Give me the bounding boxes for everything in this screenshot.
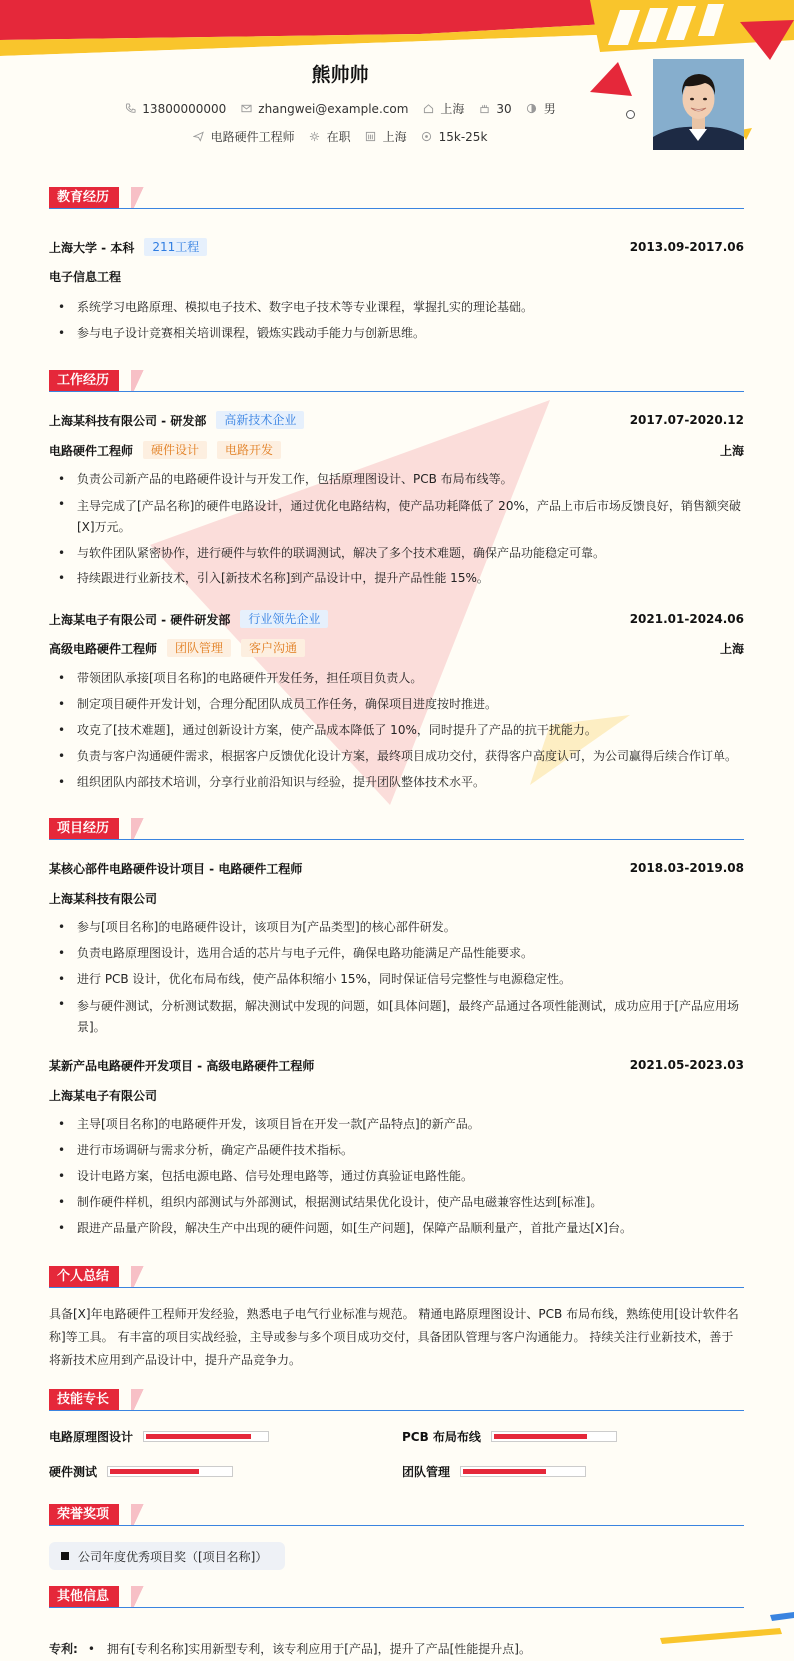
phone-text: 13800000000 [142, 101, 227, 116]
job-info-row [0, 128, 680, 145]
section-work-header [49, 370, 744, 392]
section-skills-title: 技能专长 [49, 1389, 119, 1410]
work-role-row [49, 638, 744, 658]
cake-icon [478, 103, 490, 115]
list-item: • 进行市场调研与需求分析，确定产品硬件技术指标。 [49, 1139, 744, 1162]
gender-info [526, 100, 556, 117]
education-major: 电子信息工程 [49, 269, 122, 284]
section-education-title: 教育经历 [49, 187, 119, 208]
section-other-header [49, 1586, 744, 1608]
bullet-icon: • [87, 1641, 95, 1656]
section-tail-decoration [131, 1266, 149, 1287]
section-summary-header [49, 1266, 744, 1288]
list-item: • 与软件团队紧密协作，进行硬件与软件的联调测试，解决了多个技术难题，确保产品功能稳定可靠。 [49, 542, 744, 565]
skill-bar [143, 1431, 269, 1442]
skill-fill [463, 1469, 546, 1474]
project-date: 2018.03-2019.08 [629, 861, 744, 875]
age-text: 30 [496, 101, 512, 116]
education-school-row [49, 237, 744, 257]
email-info [240, 100, 408, 117]
project-company: 上海某电子有限公司 [49, 1088, 158, 1103]
work-role: 电路硬件工程师 [49, 443, 134, 458]
other-item: 拥有[专利名称]实用新型专利，该专利应用于[产品]，提升了产品[性能提升点]。 [106, 1642, 531, 1656]
skill-bar [460, 1466, 586, 1477]
skill-label: PCB 布局布线 [402, 1429, 481, 1444]
summary-text: 具备[X]年电路硬件工程师开发经验，熟悉电子电气行业标准与规范。 精通电路原理图设计、PCB 布局布线，熟练使用[设计软件名称]等工具。 有丰富的项目实战经验，主导或参与多个项目成功交付，具备团队管理与客户沟通能力。 持续关注行业新技术，善于将新技术应用到产品设计中，提升产品竞争力。 [49, 1307, 739, 1367]
location-text: 上海 [440, 102, 465, 116]
list-item: • 负责与客户沟通硬件需求，根据客户反馈优化设计方案，最终项目成功交付，获得客户高度认可，为公司赢得后续合作订单。 [49, 745, 744, 768]
skill-fill [494, 1434, 587, 1439]
candidate-name: 熊帅帅 [311, 64, 369, 86]
list-item: • 负责公司新产品的电路硬件设计与开发工作，包括原理图设计、PCB 布局布线等。 [49, 468, 744, 491]
status-icon [309, 131, 321, 143]
list-item: • 进行 PCB 设计，优化布局布线，使产品体积缩小 15%，同时保证信号完整性与电源稳定性。 [49, 968, 744, 991]
avatar-photo [653, 59, 744, 150]
list-item: • 制作硬件样机，组织内部测试与外部测试，根据测试结果优化设计，使产品电磁兼容性达到[标准]。 [49, 1191, 744, 1214]
work-company: 上海某电子有限公司 - 硬件研发部 [49, 612, 231, 627]
project-title: 某核心部件电路硬件设计项目 - 电路硬件工程师 [49, 861, 303, 876]
home-icon [422, 103, 434, 115]
email-text: zhangwei@example.com [258, 101, 409, 116]
target-city-info [365, 128, 407, 145]
section-tail-decoration [131, 1586, 149, 1607]
award-item [49, 1542, 285, 1570]
section-awards-header [49, 1504, 744, 1526]
section-tail-decoration [131, 1504, 149, 1525]
salary-icon [421, 131, 433, 143]
project-bullets [49, 916, 744, 1040]
job-title-info [193, 128, 295, 145]
project-date: 2021.05-2023.03 [629, 1058, 744, 1072]
skill-item [402, 1426, 617, 1446]
list-item: • 攻克了[技术难题]，通过创新设计方案，使产品成本降低了 10%，同时提升了产品的抗干扰能力。 [49, 719, 744, 742]
section-summary-title: 个人总结 [49, 1266, 119, 1287]
list-item: • 制定项目硬件开发计划，合理分配团队成员工作任务，确保项目进度按时推进。 [49, 693, 744, 716]
skill-bar [107, 1466, 233, 1477]
skill-fill [110, 1469, 199, 1474]
project-title-row [49, 1055, 744, 1075]
square-bullet-icon [61, 1552, 69, 1560]
skill-item [49, 1461, 233, 1481]
skill-fill [146, 1434, 251, 1439]
list-item: • 系统学习电路原理、模拟电子技术、数字电子技术等专业课程，掌握扎实的理论基础。 [49, 296, 744, 319]
list-item: • 带领团队承接[项目名称]的电路硬件开发任务，担任项目负责人。 [49, 667, 744, 690]
section-tail-decoration [131, 370, 149, 391]
list-item: • 组织团队内部技术培训，分享行业前沿知识与经验，提升团队整体技术水平。 [49, 771, 744, 794]
project-company-row [49, 888, 744, 908]
section-projects-title: 项目经历 [49, 818, 119, 839]
circle-decoration [626, 110, 635, 119]
skill-item [49, 1426, 269, 1446]
send-icon [193, 131, 205, 143]
company-tag: 高新技术企业 [216, 411, 304, 429]
gender-icon [526, 103, 538, 115]
building-icon [365, 131, 377, 143]
list-item: • 参与电子设计竞赛相关培训课程，锻炼实践动手能力与创新思维。 [49, 322, 744, 345]
work-company-row [49, 410, 744, 430]
education-tag: 211工程 [144, 238, 207, 256]
role-tag: 团队管理 [167, 639, 231, 657]
status-info [309, 128, 351, 145]
salary-text: 15k-25k [438, 129, 488, 144]
project-title: 某新产品电路硬件开发项目 - 高级电路硬件工程师 [49, 1058, 315, 1073]
work-company: 上海某科技有限公司 - 研发部 [49, 413, 207, 428]
list-item: • 参与[项目名称]的电路硬件设计，该项目为[产品类型]的核心部件研发。 [49, 916, 744, 939]
work-bullets [49, 468, 744, 590]
footer-decoration [640, 1600, 794, 1661]
other-info-row [49, 1640, 531, 1657]
section-other-title: 其他信息 [49, 1586, 119, 1607]
project-bullets [49, 1113, 744, 1240]
phone-icon [124, 103, 136, 115]
list-item: • 参与硬件测试，分析测试数据，解决测试中发现的问题，如[具体问题]，最终产品通过各项性能测试，成功应用于[产品应用场景]。 [49, 994, 744, 1040]
section-tail-decoration [131, 187, 149, 208]
phone-info [124, 100, 226, 117]
skill-label: 硬件测试 [49, 1464, 98, 1479]
work-city: 上海 [719, 443, 744, 458]
list-item: • 主导完成了[产品名称]的硬件电路设计，通过优化电路结构，使产品功耗降低了 20%，产品上市后市场反馈良好，销售额突破[X]万元。 [49, 494, 744, 540]
award-text: 公司年度优秀项目奖（[项目名称]） [78, 1549, 268, 1564]
skill-item [402, 1461, 586, 1481]
list-item: • 跟进产品量产阶段，解决生产中出现的硬件问题，如[生产问题]，保障产品顺利量产，首批产量达[X]台。 [49, 1217, 744, 1240]
work-bullets [49, 667, 744, 794]
list-item: • 持续跟进行业新技术，引入[新技术名称]到产品设计中，提升产品性能 15%。 [49, 567, 744, 590]
gender-text: 男 [543, 102, 556, 116]
work-city: 上海 [719, 641, 744, 656]
project-company-row [49, 1085, 744, 1105]
other-label: 专利: [49, 1642, 78, 1656]
list-item: • 负责电路原理图设计，选用合适的芯片与电子元件，确保电路功能满足产品性能要求。 [49, 942, 744, 965]
section-awards-title: 荣誉奖项 [49, 1504, 119, 1525]
status-text: 在职 [326, 130, 351, 144]
age-info [478, 100, 511, 117]
work-date: 2021.01-2024.06 [629, 612, 744, 626]
skill-bar [491, 1431, 617, 1442]
skill-label: 团队管理 [402, 1464, 451, 1479]
mail-icon [240, 103, 252, 115]
section-projects-header [49, 818, 744, 840]
education-bullets [49, 296, 744, 345]
role-tag: 硬件设计 [143, 441, 207, 459]
location-info [422, 100, 464, 117]
target-city-text: 上海 [382, 130, 407, 144]
education-date: 2013.09-2017.06 [629, 240, 744, 254]
work-role-row [49, 440, 744, 460]
company-tag: 行业领先企业 [240, 610, 328, 628]
section-skills-header [49, 1389, 744, 1411]
salary-info [421, 128, 488, 145]
section-work-title: 工作经历 [49, 370, 119, 391]
role-tag: 客户沟通 [241, 639, 305, 657]
list-item: • 主导[项目名称]的电路硬件开发，该项目旨在开发一款[产品特点]的新产品。 [49, 1113, 744, 1136]
project-company: 上海某科技有限公司 [49, 891, 158, 906]
work-role: 高级电路硬件工程师 [49, 641, 158, 656]
list-item: • 设计电路方案，包括电源电路、信号处理电路等，通过仿真验证电路性能。 [49, 1165, 744, 1188]
skill-label: 电路原理图设计 [49, 1429, 134, 1444]
section-tail-decoration [131, 818, 149, 839]
section-tail-decoration [131, 1389, 149, 1410]
role-tag: 电路开发 [217, 441, 281, 459]
contact-info-row [0, 100, 680, 117]
work-company-row [49, 609, 744, 629]
education-major-row [49, 266, 744, 286]
job-title-text: 电路硬件工程师 [210, 130, 295, 144]
work-date: 2017.07-2020.12 [629, 413, 744, 427]
education-school: 上海大学 - 本科 [49, 240, 135, 255]
section-education-header [49, 187, 744, 209]
project-title-row [49, 858, 744, 878]
